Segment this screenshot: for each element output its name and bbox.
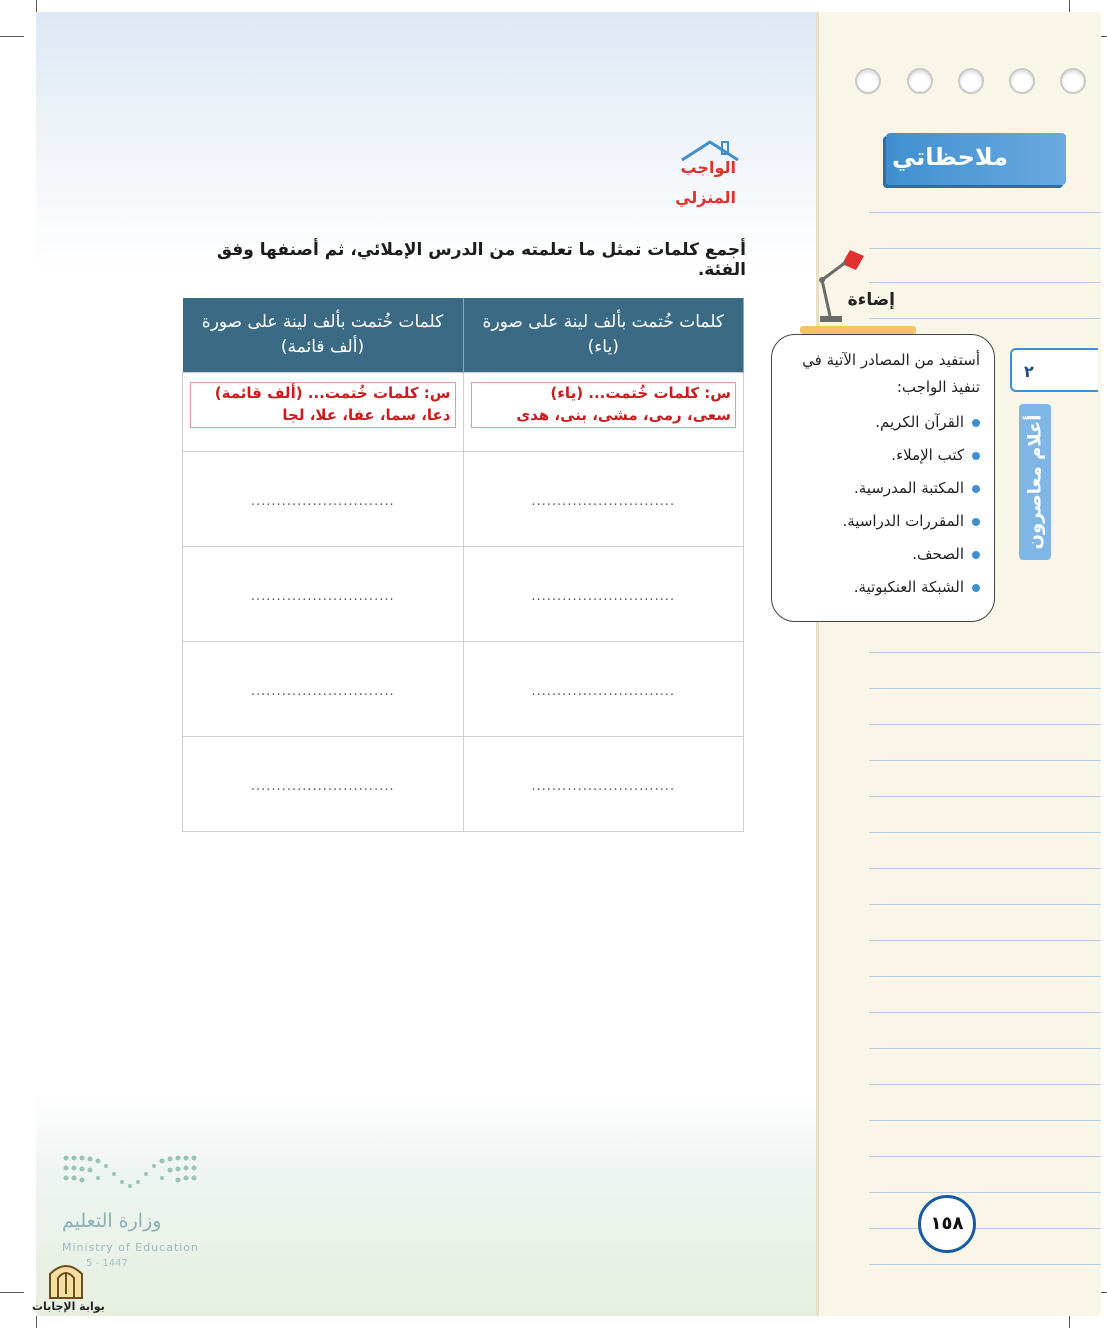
bullet-icon [972, 518, 980, 526]
example-question: س: كلمات خُتمت... (ياء) [550, 384, 731, 402]
list-item-label: المقررات الدراسية. [842, 512, 964, 530]
list-item [780, 479, 980, 512]
answer-cell[interactable] [463, 737, 744, 832]
notes-tab [886, 133, 1066, 185]
example-cell [463, 373, 744, 452]
info-bar [800, 326, 916, 334]
notes-title: ملاحظاتي [891, 143, 1008, 171]
notes-notebook [816, 12, 1101, 1316]
answer-cell[interactable] [463, 452, 744, 547]
unit-title-tab [1019, 404, 1051, 560]
answer-cell[interactable] [183, 547, 464, 642]
info-intro: أستفيد من المصادر الآتية في تنفيذ الواجب: [802, 351, 980, 396]
portal-name: بوابة الإجابات [32, 1300, 105, 1313]
bullet-icon [972, 419, 980, 427]
list-item-label: القرآن الكريم. [875, 413, 964, 431]
notebook-ring [958, 68, 984, 94]
notebook-ring [1009, 68, 1035, 94]
classification-table [182, 298, 744, 832]
answer-cell[interactable] [183, 642, 464, 737]
ministry-name-en: Ministry of Education [62, 1241, 200, 1254]
answer-cell[interactable] [463, 642, 744, 737]
answer-blank: ............................ [531, 778, 676, 794]
list-item [780, 413, 980, 446]
bullet-icon [972, 584, 980, 592]
bullet-icon [972, 551, 980, 559]
notebook-ring [907, 68, 933, 94]
unit-title: أعلام معاصرون [1024, 414, 1046, 550]
list-item-label: الشبكة العنكبوتية. [853, 578, 964, 596]
info-label: إضاءة [847, 290, 895, 310]
homework-label-1: الواجب [680, 158, 736, 177]
answer-blank: ............................ [250, 778, 395, 794]
example-question: س: كلمات خُتمت... (ألف قائمة) [214, 384, 451, 402]
answer-blank: ............................ [531, 683, 676, 699]
portal-logo-icon [44, 1256, 88, 1300]
notebook-ring [1060, 68, 1086, 94]
list-item [780, 512, 980, 545]
ministry-logo-icon [60, 1150, 200, 1210]
unit-number: ٢ [1024, 362, 1034, 381]
info-box [771, 334, 995, 622]
ministry-year: 5 - 1447 [86, 1258, 128, 1269]
sources-list [780, 413, 980, 611]
bullet-icon [972, 485, 980, 493]
example-answer: دعا، سما، عفا، علا، لجا [282, 405, 451, 424]
example-answer: سعى، رمى، مشى، بنى، هدى [516, 405, 731, 424]
list-item-label: الصحف. [912, 545, 964, 563]
ministry-name-ar: وزارة التعليم [62, 1210, 162, 1232]
notebook-ring [855, 68, 881, 94]
table-header: كلمات خُتمت بألف لينة على صورة (ياء) [463, 298, 744, 373]
answer-blank: ............................ [250, 683, 395, 699]
example-box [471, 382, 737, 428]
lamp-icon [802, 246, 872, 330]
homework-label-2: المنزلي [675, 188, 736, 207]
answer-blank: ............................ [250, 588, 395, 604]
answer-blank: ............................ [531, 493, 676, 509]
instruction-text: أجمع كلمات تمثل ما تعلمته من الدرس الإملائي، ثم أصنفها وفق الفئة. [216, 240, 746, 280]
answer-blank: ............................ [531, 588, 676, 604]
list-item-label: المكتبة المدرسية. [854, 479, 964, 497]
list-item-label: كتب الإملاء. [891, 446, 964, 464]
answer-cell[interactable] [463, 547, 744, 642]
answer-cell[interactable] [183, 452, 464, 547]
list-item [780, 578, 980, 611]
bullet-icon [972, 452, 980, 460]
crop-mark [0, 1292, 24, 1293]
answer-cell[interactable] [183, 737, 464, 832]
list-item [780, 446, 980, 479]
list-item [780, 545, 980, 578]
example-box [190, 382, 456, 428]
table-header: كلمات خُتمت بألف لينة على صورة (ألف قائمة) [183, 298, 464, 373]
page-number: ١٥٨ [918, 1195, 976, 1253]
example-cell [183, 373, 464, 452]
answer-blank: ............................ [250, 493, 395, 509]
crop-mark [0, 36, 24, 37]
homework-logo [675, 138, 742, 218]
